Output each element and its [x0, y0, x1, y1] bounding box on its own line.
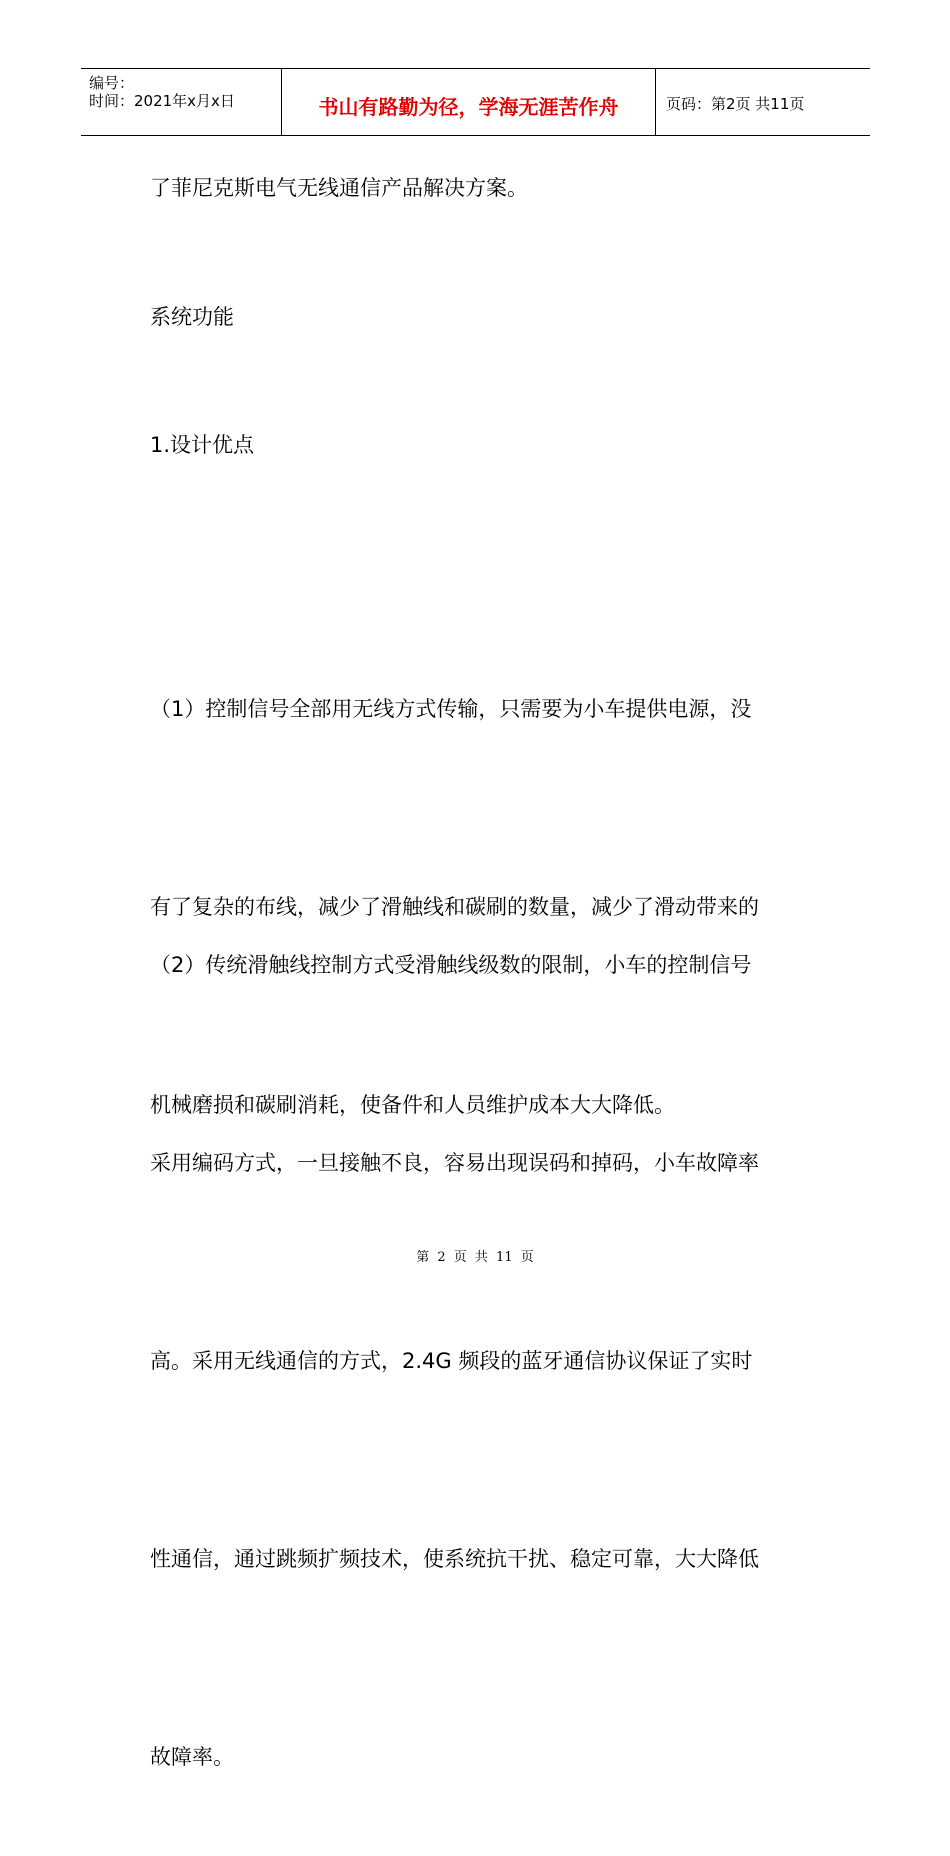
- point-2-paragraph: [150, 800, 810, 1856]
- point-2-line: 故障率。: [150, 1745, 234, 1769]
- point-1-line: 有了复杂的布线，减少了滑触线和碳刷的数量，减少了滑动带来的: [150, 895, 759, 919]
- point-2-line: 高。采用无线通信的方式，2.4G 频段的蓝牙通信协议保证了实时: [150, 1349, 753, 1373]
- header-motto-cell: [282, 69, 656, 135]
- point-2-line: 采用编码方式，一旦接触不良，容易出现误码和掉码，小车故障率: [150, 1151, 759, 1175]
- page-footer: 第 2 页 共 11 页: [416, 1250, 534, 1265]
- section-title: 系统功能: [150, 305, 234, 329]
- header-page-number: 页码：第2页 共11页: [666, 95, 805, 113]
- point-2-line: 性通信，通过跳频扩频技术，使系统抗干扰、稳定可靠，大大降低: [150, 1547, 759, 1571]
- document-time-label: 时间：2021年x月x日: [89, 92, 235, 110]
- page-header: [81, 68, 870, 136]
- subsection-title: 1.设计优点: [150, 433, 255, 457]
- header-page-cell: [656, 69, 870, 135]
- point-2-line: （2）传统滑触线控制方式受滑触线级数的限制，小车的控制信号: [150, 953, 752, 977]
- document-number-label: 编号：: [89, 74, 135, 92]
- intro-tail-paragraph: 了菲尼克斯电气无线通信产品解决方案。: [150, 176, 528, 200]
- header-motto: 书山有路勤为径，学海无涯苦作舟: [318, 95, 619, 119]
- header-meta-cell: [81, 69, 282, 135]
- point-1-line: （1）控制信号全部用无线方式传输，只需要为小车提供电源，没: [150, 697, 752, 721]
- point-1-line: 机械磨损和碳刷消耗，使备件和人员维护成本大大降低。: [150, 1093, 675, 1117]
